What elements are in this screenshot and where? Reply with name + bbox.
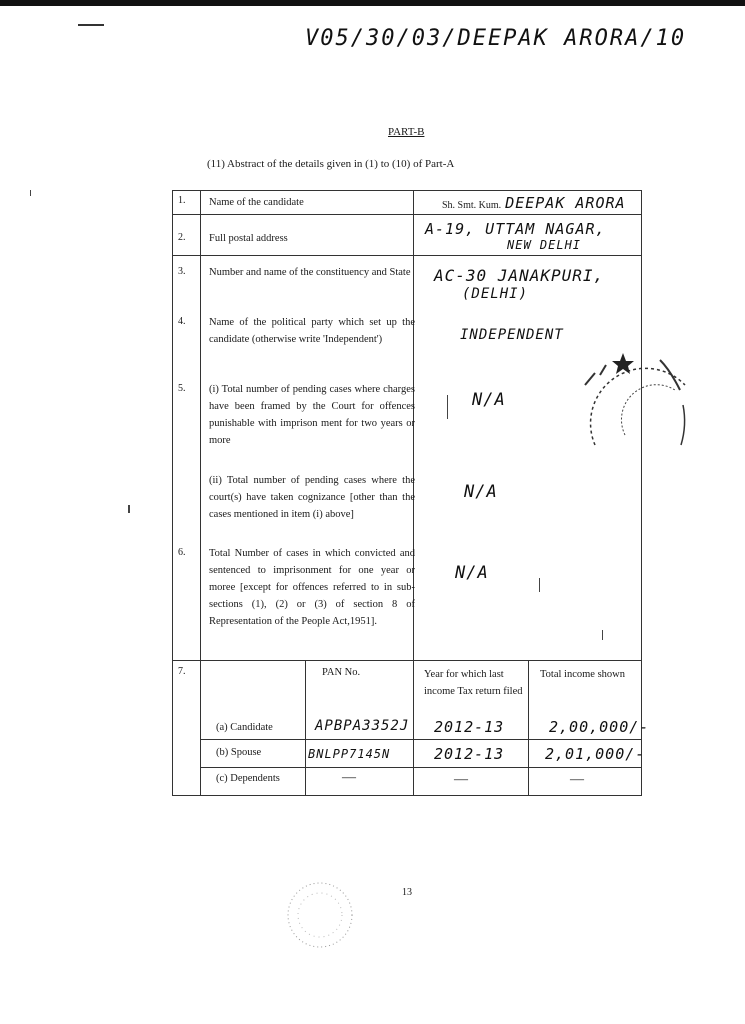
- top-edge-bar: [0, 0, 745, 6]
- row4-label: Name of the political party which set up the candidate (otherwise write 'Independent'): [209, 317, 415, 345]
- row4-value: INDEPENDENT: [460, 327, 564, 343]
- row1-label: Name of the candidate: [209, 197, 304, 208]
- page-number: 13: [402, 887, 412, 898]
- dependents-label: (c) Dependents: [216, 773, 280, 784]
- abstract-line: (11) Abstract of the details given in (1) to (10) of Part-A: [207, 158, 455, 170]
- col-pan-header: PAN No.: [322, 667, 361, 678]
- dependents-year: —: [454, 772, 468, 787]
- row1-value: DEEPAK ARORA: [505, 194, 626, 212]
- row1-number: 1.: [178, 195, 186, 206]
- row3-label: Number and name of the constituency and State: [209, 267, 411, 278]
- spouse-pan: BNLPP7145N: [308, 747, 391, 761]
- row7-number: 7.: [178, 666, 186, 677]
- margin-mark: [78, 24, 104, 26]
- row6-label: Total Number of cases in which convicted and sentenced to imprisonment for one year or moree [except for offences referred to in sub-sections (1), (2) or (3) of section 8 of Representation of the People Act,1951].: [209, 548, 415, 627]
- official-stamp: [565, 345, 693, 455]
- row3-value-line2: (DELHI): [462, 286, 529, 302]
- row6-number: 6.: [178, 547, 186, 558]
- row5i-label: (i) Total number of pending cases where charges have been framed by the Court for offences punishable with imprison ment for two years or more: [209, 384, 415, 446]
- row2-value-line1: A-19, UTTAM NAGAR,: [425, 220, 606, 238]
- row3-number: 3.: [178, 266, 186, 277]
- row2-label: Full postal address: [209, 233, 288, 244]
- row1-prefix: Sh. Smt. Kum.: [442, 200, 502, 211]
- dependents-pan: —: [342, 770, 356, 785]
- col-year-header: Year for which last income Tax return filed: [424, 669, 523, 697]
- margin-speck: [128, 505, 130, 513]
- candidate-pan: APBPA3352J: [315, 718, 410, 734]
- candidate-income: 2,00,000/-: [549, 718, 650, 736]
- row2-number: 2.: [178, 232, 186, 243]
- abstract-table: [172, 190, 650, 798]
- row2-value-line2: NEW DELHI: [507, 238, 582, 252]
- row3-value-line1: AC-30 JANAKPURI,: [434, 266, 605, 285]
- row5i-value: N/A: [472, 390, 506, 410]
- handwritten-reference: V05/30/03/DEEPAK ARORA/10: [305, 26, 687, 51]
- spouse-income: 2,01,000/-: [545, 745, 646, 763]
- spouse-label: (b) Spouse: [216, 747, 262, 758]
- row5ii-value: N/A: [464, 482, 498, 502]
- row4-number: 4.: [178, 316, 186, 327]
- row5ii-label: (ii) Total number of pending cases where the court(s) have taken cognizance [other than the cases mentioned in item (i) above]: [209, 475, 415, 520]
- margin-speck: [30, 190, 31, 196]
- row1-value-group: [442, 194, 626, 213]
- dependents-income: —: [570, 772, 584, 787]
- part-title: PART-B: [388, 126, 425, 138]
- candidate-year: 2012-13: [434, 718, 505, 736]
- row5-number: 5.: [178, 383, 186, 394]
- candidate-label: (a) Candidate: [216, 722, 273, 733]
- col-income-header: Total income shown: [540, 669, 625, 680]
- spouse-year: 2012-13: [434, 745, 505, 763]
- faded-stamp-mark: [280, 875, 360, 955]
- row6-value: N/A: [455, 563, 489, 583]
